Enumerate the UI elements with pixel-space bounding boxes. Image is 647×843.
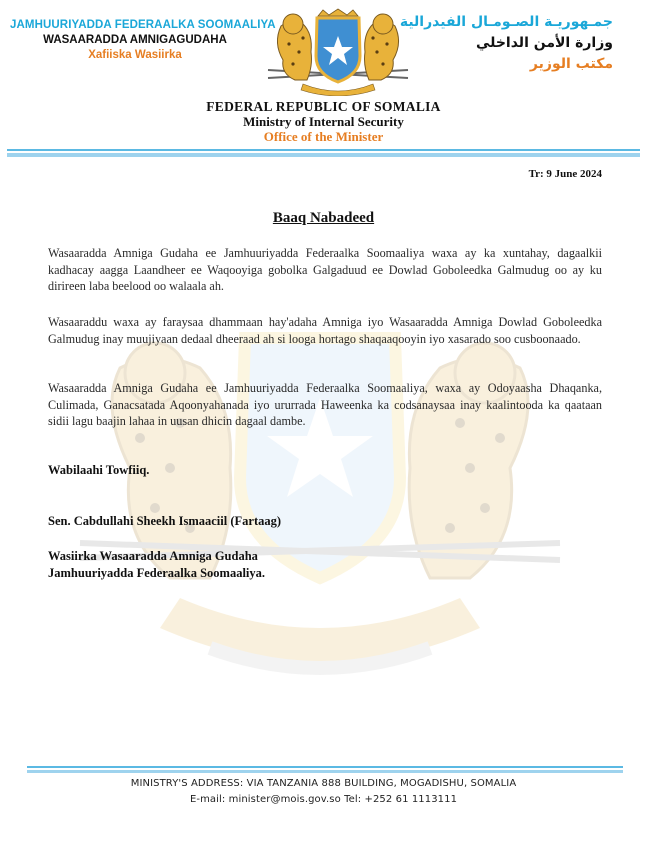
ministry-name-somali: WASAARADDA AMNIGAGUDAHA (43, 34, 227, 46)
office-name-arabic: مكتب الوزير (529, 56, 613, 72)
paragraph-1: Wasaaradda Amniga Gudaha ee Jamhuuriyadda Federaalka Soomaaliya waxa ay ka xuntahay, dagaalkii kadhacay aagga Laandheer ee Waqooyiga gobolka Galgaduud ee Dowlad Goboleedka Galmudug oo ay ku dirireen laba beelood oo walaala ah. (48, 246, 602, 293)
closing-line: Wabilaahi Towfiiq. (48, 463, 150, 477)
republic-name-somali: JAMHUURIYADDA FEDERAALKA SOOMAALIYA (10, 19, 276, 31)
header-center-english (0, 99, 647, 144)
paragraph-3: Wasaaradda Amniga Gudaha ee Jamhuuriyadda Federaalka Soomaaliya, waxa ay Odoyaasha Dhaqanka, Culimada, Ganacsatada Aqoonyahanada iyo ururrada Haweenka ka codsanaysaa inay kaalintooda ka qaataan sidii lagu baajin lahaa in uusan dhicin dagaal dambe. (48, 381, 602, 428)
signatory-position-line-2: Jamhuuriyadda Federaalka Soomaaliya. (48, 566, 266, 580)
office-name-somali: Xafiiska Wasiirka (88, 49, 182, 61)
footer-contact: E-mail: minister@mois.gov.so Tel: +252 61 1113111 (189, 794, 458, 805)
footer-divider (27, 766, 623, 773)
republic-name-english: FEDERAL REPUBLIC OF SOMALIA (206, 99, 441, 114)
signatory-name: Sen. Cabdullahi Sheekh Ismaaciil (Fartaag) (48, 514, 282, 528)
header-divider (7, 149, 640, 157)
coat-of-arms-emblem (263, 8, 413, 96)
footer-address: MINISTRY'S ADDRESS: VIA TANZANIA 888 BUILDING, MOGADISHU, SOMALIA (130, 778, 517, 789)
republic-name-arabic: جمـهوريـة الصـومـال الفيدرالية (399, 14, 613, 30)
office-name-english: Office of the Minister (263, 129, 384, 144)
header-right-arabic (399, 12, 613, 75)
letter-date: Tr: 9 June 2024 (528, 168, 602, 180)
ministry-name-arabic: وزارة الأمن الداخلي (475, 35, 613, 51)
header-left-somali (10, 18, 276, 63)
paragraph-2: Wasaaraddu waxa ay faraysaa dhammaan hay'adaha Amniga iyo Wasaaradda Amniga Dowlad Goboleedka Galmudug inay muujiyaan dedaal dheeraad ah si looga hortago shaqaaqooyin iyo xasarado soo cusboonaado. (48, 315, 602, 346)
letter-title: Baaq Nabadeed (272, 210, 375, 226)
ministry-name-english: Ministry of Internal Security (243, 114, 404, 129)
signatory-position-line-1: Wasiirka Wasaaradda Amniga Gudaha (48, 549, 258, 563)
